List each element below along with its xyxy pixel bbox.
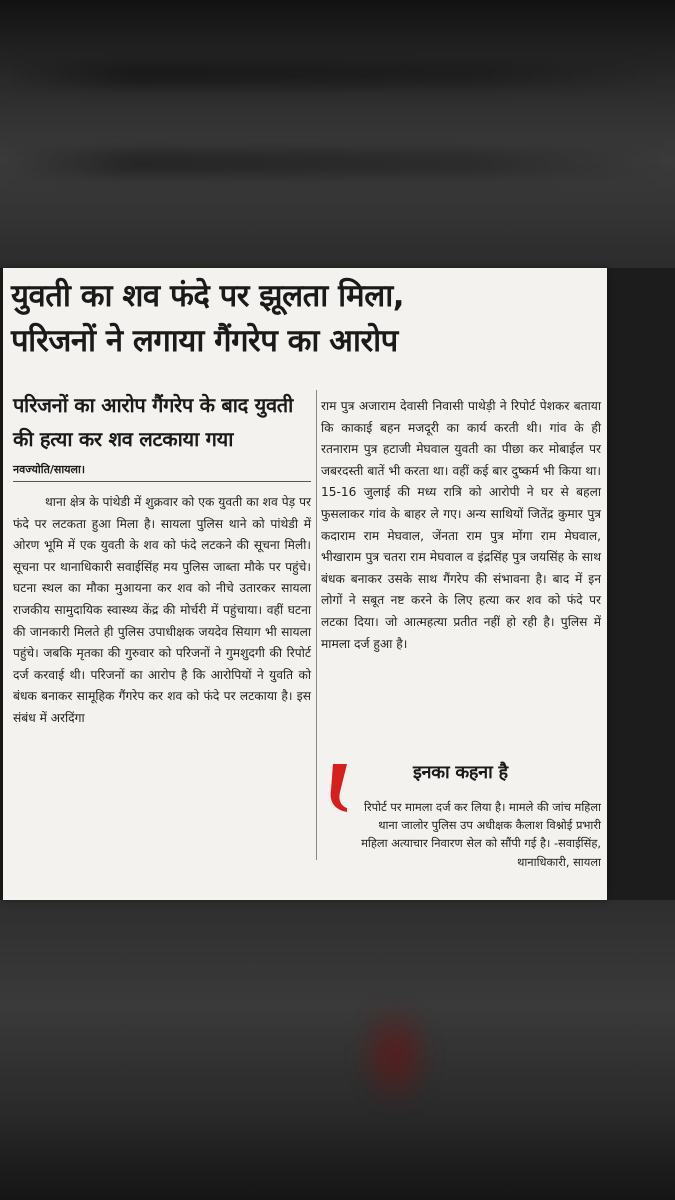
quote-mark-icon xyxy=(327,762,353,814)
headline-line-2: परिजनों ने लगाया गैंगरेप का आरोप xyxy=(11,323,398,359)
headline-line-1: युवती का शव फंदे पर झूलता मिला, xyxy=(11,278,405,314)
blurred-text-band xyxy=(0,62,675,88)
quote-box xyxy=(321,760,603,890)
subheadline: परिजनों का आरोप गैंगरेप के बाद युवती की हत्या कर शव लटकाया गया xyxy=(13,393,294,451)
article-body-right: राम पुत्र अजाराम देवासी निवासी पाथेड़ी ने रिपोर्ट पेशकर बताया कि काकाई बहन मजदूरी का कार्य करती थी। गांव के ही रतनाराम पुत्र हटाजी मेघवाल युवती का पीछा कर मोबाईल पर जबरदस्ती बातें भी करता था। वहीं कई बार दुष्कर्म भी किया था। 15-16 जुलाई की मध्य रात्रि को आरोपी ने घर से बहला फुसलाकर गांव के बाहर ले गए। अन्य साथियों जितेंद्र कुमार पुत्र कदाराम राम मेघवाल, जेंनता राम पुत्र मोंगा राम मेघवाल, भीखाराम पुत्र चतरा राम मेघवाल व इंद्रसिंह पुत्र जयसिंह के साथ बंधक बनाकर उसके साथ गैंगरेप की संभावना है। बाद में इन लोगों ने सबूत नष्ट करने के लिए हत्या कर शव को फंदे पर लटका दिया। जो आत्महत्या प्रतीत नहीं हो रही है। पुलिस में मामला दर्ज हुआ है। xyxy=(321,399,601,651)
dateline: नवज्योति/सायला। xyxy=(13,462,311,482)
quote-title: इनका कहना है xyxy=(413,762,508,783)
left-column xyxy=(13,388,311,730)
newspaper-clipping xyxy=(3,268,607,900)
headline xyxy=(11,274,601,364)
quote-text: रिपोर्ट पर मामला दर्ज कर लिया है। मामले की जांच महिला थाना जालोर पुलिस उप अधीक्षक कैलाश विश्नोई प्रभारी महिला अत्याचार निवारण सेल को सौंपी गई है। -सवाईसिंह, थानाधिकारी, सायला xyxy=(361,800,601,869)
blurred-background-bottom xyxy=(0,900,675,1200)
blurred-background-top xyxy=(0,0,675,268)
right-column xyxy=(321,396,601,655)
blurred-text-band xyxy=(0,150,675,176)
column-divider xyxy=(316,390,317,860)
blurred-red-shape xyxy=(355,1000,435,1110)
article-body-left: थाना क्षेत्र के पांथेडी में शुक्रवार को एक युवती का शव पेड़ पर फंदे पर लटकता हुआ मिला है। सायला पुलिस थाने को पांथेडी में ओरण भूमि में एक युवती के शव को फंदे लटकने की सूचना मिली। सूचना पर थानाधिकारी सवाईसिंह मय पुलिस जाब्ता मौके पर पहुंचे। घटना स्थल का मौका मुआयना कर शव को नीचे उतारकर सायला राजकीय सामुदायिक स्वास्थ्य केंद्र की मोर्चरी में पहुंचाया। वहीं घटना की जानकारी मिलते ही पुलिस उपाधीक्षक जयदेव सियाग भी सायला पहुंचे। जबकि मृतका की गुरुवार को परिजनों ने गुमशुदगी की रिपोर्ट दर्ज करवाई थी। परिजनों का आरोप है कि आरोपियों ने युवति को बंधक बनाकर सामूहिक गैंगरेप कर शव को फंदे पर लटकाया है। इस संबंध में अरदिंगा xyxy=(13,495,311,725)
